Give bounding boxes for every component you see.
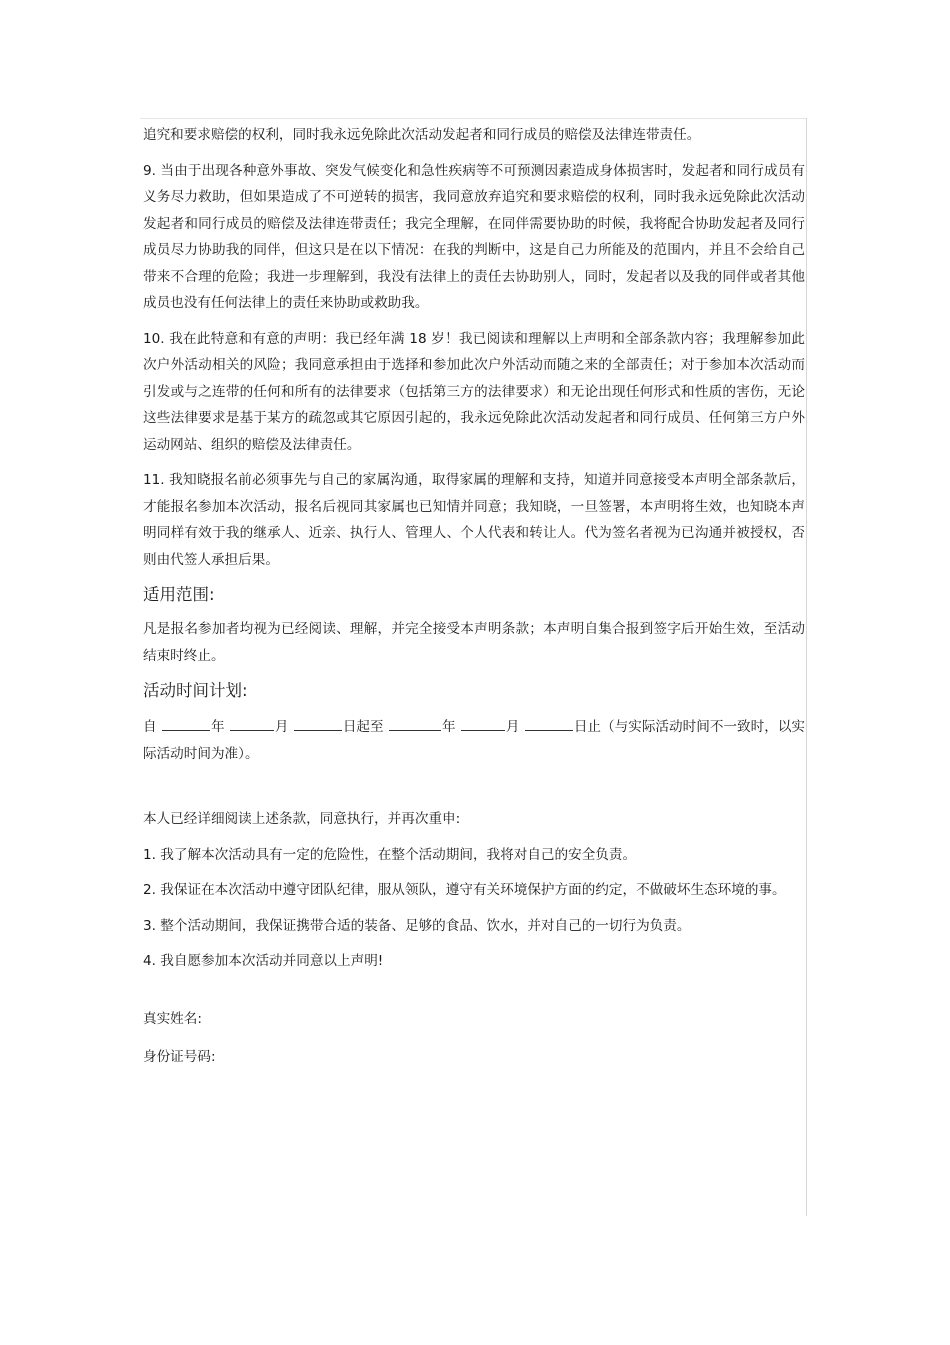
schedule-heading: 活动时间计划: (143, 681, 248, 700)
schedule-day-end-label: 日止（与实际活动时间不一致时，以实际活动时间为准）。 (143, 719, 806, 762)
start-year-blank[interactable] (162, 712, 210, 731)
end-year-blank[interactable] (389, 712, 441, 731)
clause-9: 9. 当由于出现各种意外事故、突发气候变化和急性疾病等不可预测因素造成身体损害时，发起者和同行成员有义务尽力救助，但如果造成了不可逆转的损害，我同意放弃追究和要求赔偿的权利，同时我永远免除此次活动发起者和同行成员的赔偿及法律连带责任；我完全理解，在同伴需要协助的时候，我将配合协助发起者及同行成员尽力协助我的同伴，但这只是在以下情况：在我的判断中，这是自己力所能及的范围内，并且不会给自己带来不合理的危险；我进一步理解到，我没有法律上的责任去协助别人，同时，发起者以及我的同伴或者其他成员也没有任何法律上的责任来协助或救助我。 (143, 162, 805, 311)
reaffirm-item: 3. 整个活动期间，我保证携带合适的装备、足够的食品、饮水，并对自己的一切行为负责。 (143, 917, 691, 934)
scope-text: 凡是报名参加者均视为已经阅读、理解，并完全接受本声明条款；本声明自集合报到签字后开始生效，至活动结束时终止。 (143, 621, 805, 664)
schedule-year-label: 年 (210, 719, 225, 735)
end-day-blank[interactable] (525, 712, 573, 731)
schedule-end-year-label: 年 (441, 719, 456, 735)
real-name-field[interactable]: 真实姓名: (143, 1010, 202, 1027)
schedule-day-start-label: 日起至 (342, 719, 384, 735)
spacer (143, 776, 805, 806)
start-month-blank[interactable] (230, 712, 274, 731)
document-body (143, 122, 805, 1083)
clause-8-tail: 追究和要求赔偿的权利，同时我永远免除此次活动发起者和同行成员的赔偿及法律连带责任。 (143, 127, 701, 143)
start-day-blank[interactable] (294, 712, 342, 731)
reaffirm-item: 4. 我自愿参加本次活动并同意以上声明! (143, 953, 384, 969)
clause-11: 11. 我知晓报名前必须事先与自己的家属沟通，取得家属的理解和支持，知道并同意接受本声明全部条款后，才能报名参加本次活动，报名后视同其家属也已知情并同意；我知晓，一旦签署，本声明将生效，也知晓本声明同样有效于我的继承人、近亲、执行人、管理人、个人代表和转让人。代为签名者视为已沟通并被授权，否则由代签人承担后果。 (143, 472, 805, 568)
schedule-from: 自 (143, 719, 157, 735)
end-month-blank[interactable] (461, 712, 505, 731)
right-border (806, 118, 807, 1216)
id-number-field[interactable]: 身份证号码: (143, 1049, 216, 1065)
reaffirm-item: 1. 我了解本次活动具有一定的危险性，在整个活动期间，我将对自己的安全负责。 (143, 846, 637, 863)
schedule-month-label: 月 (274, 719, 289, 735)
schedule-text (143, 712, 805, 767)
spacer (143, 984, 805, 1006)
top-border (140, 118, 807, 119)
schedule-end-month-label: 月 (505, 719, 520, 735)
clause-10: 10. 我在此特意和有意的声明：我已经年满 18 岁！我已阅读和理解以上声明和全部条款内容；我理解参加此次户外活动相关的风险；我同意承担由于选择和参加此次户外活动而随之来的全部责任；对于参加本次活动而引发或与之连带的任何和所有的法律要求（包括第三方的法律要求）和无论出现任何形式和性质的害伤，无论这些法律要求是基于某方的疏忽或其它原因引起的，我永远免除此次活动发起者和同行成员、任何第三方户外运动网站、组织的赔偿及法律责任。 (143, 330, 805, 453)
scope-heading: 适用范围: (143, 585, 215, 604)
reaffirm-item: 2. 我保证在本次活动中遵守团队纪律，服从领队，遵守有关环境保护方面的约定，不做破坏生态环境的事。 (143, 882, 786, 898)
reaffirm-intro: 本人已经详细阅读上述条款，同意执行，并再次重申: (143, 811, 461, 827)
